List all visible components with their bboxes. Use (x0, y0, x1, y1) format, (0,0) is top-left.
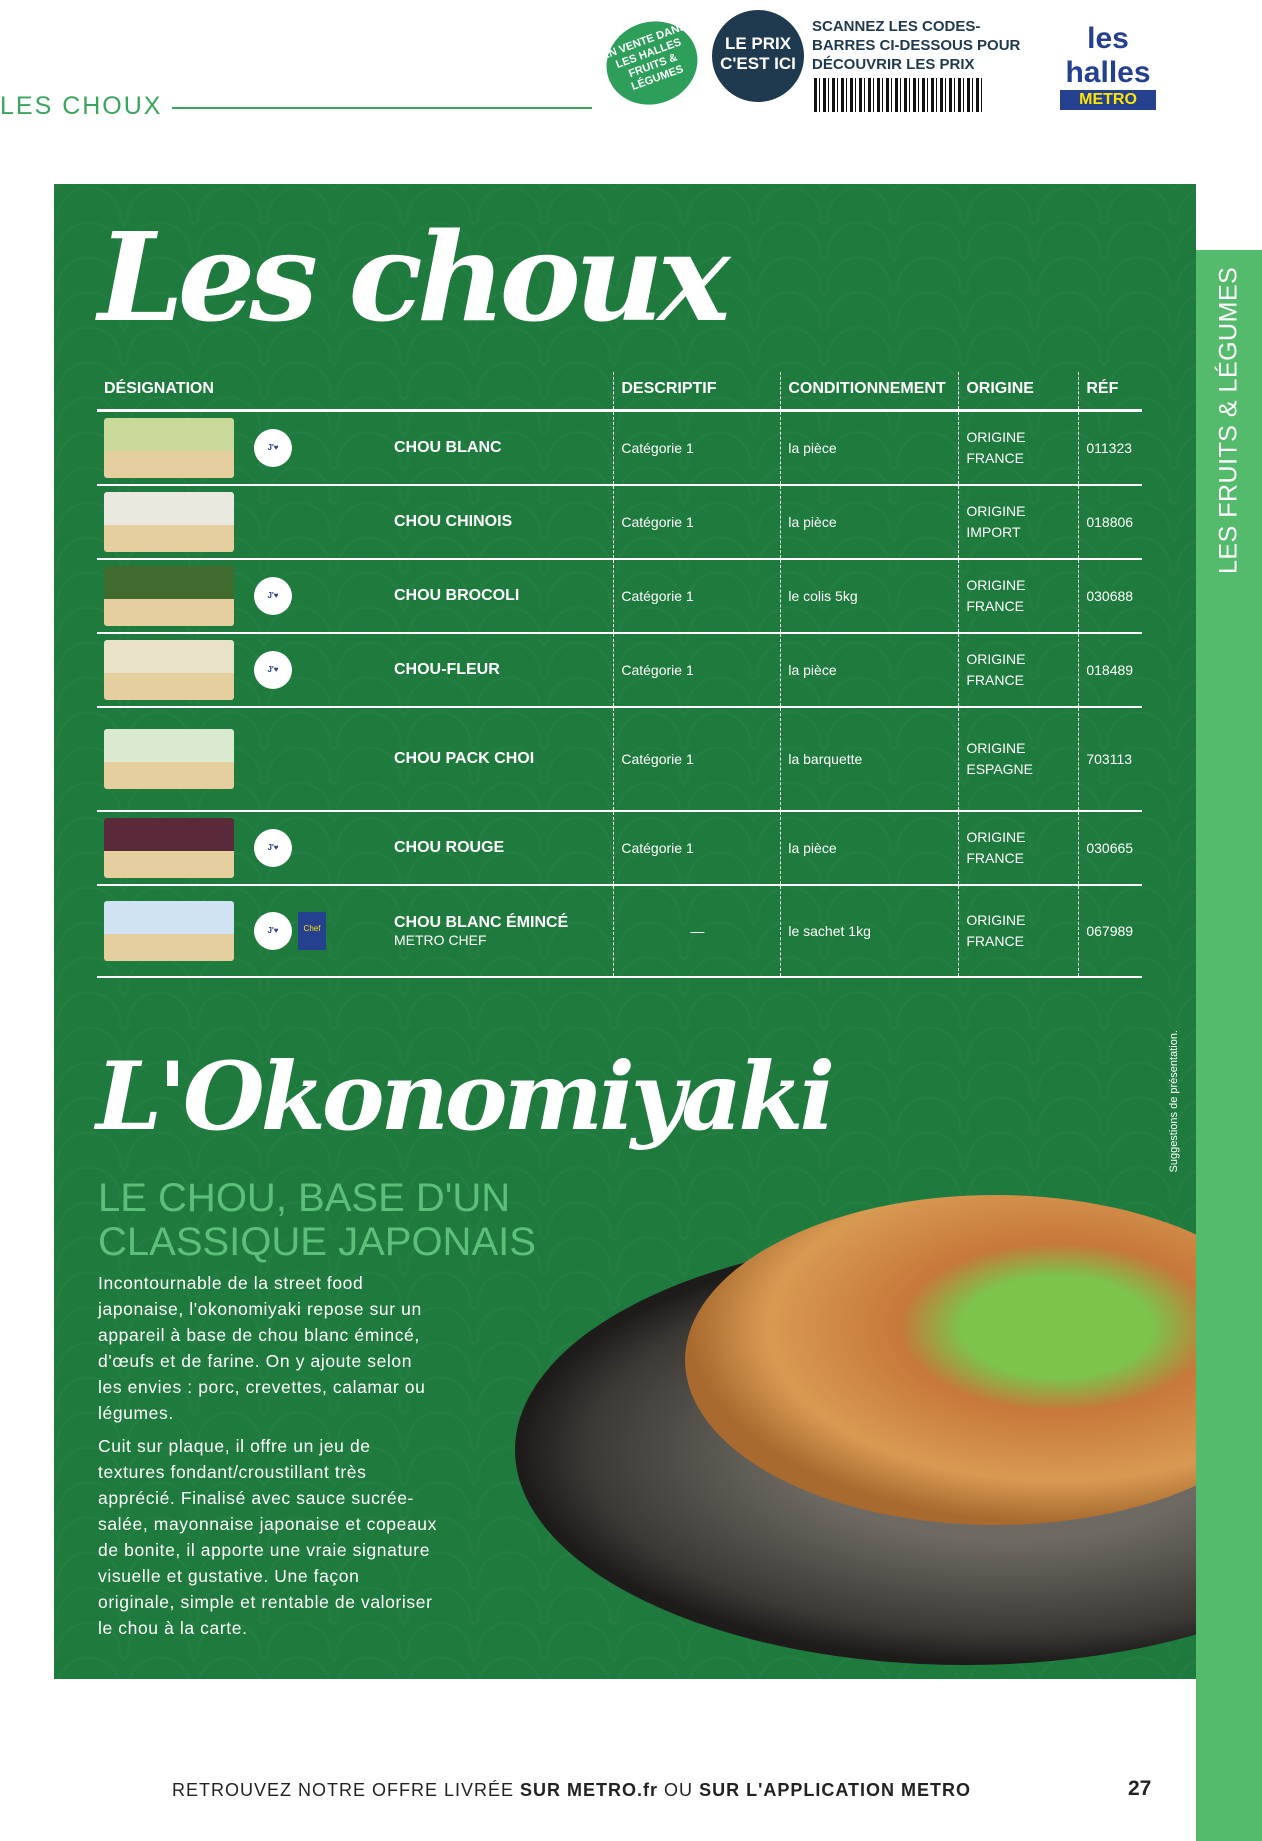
product-origine: ORIGINE FRANCE (959, 559, 1079, 633)
table-row (97, 633, 1142, 707)
product-descriptif: Catégorie 1 (614, 811, 781, 885)
product-name (387, 485, 614, 559)
cuisiner-francais-seal-icon: J'♥ (254, 651, 292, 689)
product-name-text: CHOU-FLEUR (394, 660, 500, 678)
product-conditionnement: la pièce (781, 633, 959, 707)
product-ref: 030665 (1079, 811, 1142, 885)
scan-instructions: SCANNEZ LES CODES-BARRES CI-DESSOUS POUR DÉCOUVRIR LES PRIX (812, 18, 1021, 73)
col-designation: DÉSIGNATION (97, 372, 614, 410)
prix-badge: LE PRIX C'EST ICI (712, 10, 804, 102)
footer-part: OU (658, 1780, 700, 1800)
col-origine: ORIGINE (959, 372, 1079, 410)
product-conditionnement: la pièce (781, 811, 959, 885)
product-image (104, 818, 234, 878)
product-image-cell (97, 485, 387, 559)
product-image (104, 901, 234, 961)
product-origine: ORIGINE IMPORT (959, 485, 1079, 559)
product-image (104, 418, 234, 478)
metro-link[interactable]: SUR METRO.fr (520, 1780, 659, 1800)
product-image-cell (97, 410, 387, 485)
product-image-cell (97, 811, 387, 885)
footer-app: SUR L'APPLICATION METRO (699, 1780, 972, 1800)
table-row (97, 485, 1142, 559)
product-conditionnement: la pièce (781, 410, 959, 485)
product-image-cell (97, 885, 387, 977)
halles-badge: EN VENTE DANS LES HALLES FRUITS & LÉGUMES (595, 9, 709, 118)
product-descriptif: Catégorie 1 (614, 410, 781, 485)
product-origine: ORIGINE FRANCE (959, 811, 1079, 885)
product-descriptif: Catégorie 1 (614, 707, 781, 811)
halles-metro-logo (1060, 10, 1156, 108)
section-title: LES CHOUX (0, 92, 163, 120)
logo-metro: METRO (1060, 90, 1156, 110)
product-name (387, 633, 614, 707)
product-image (104, 640, 234, 700)
product-image (104, 566, 234, 626)
photo-caption: Suggestions de présentation. (1168, 1030, 1180, 1173)
col-ref: RÉF (1079, 372, 1142, 410)
product-name-text: CHOU CHINOIS (394, 512, 513, 530)
cuisiner-francais-seal-icon: J'♥ (254, 829, 292, 867)
recipe-paragraph: Cuit sur plaque, il offre un jeu de textures fondant/croustillant très apprécié. Finalisé avec sauce sucrée-salée, mayonnaise japonaise et copeaux de bonite, il apporte une vraie signature visuelle et gustative. Une façon originale, simple et rentable de valoriser le chou à la carte. (98, 1436, 437, 1638)
product-image-cell (97, 559, 387, 633)
product-image-cell (97, 633, 387, 707)
product-conditionnement: le colis 5kg (781, 559, 959, 633)
barcode-icon (814, 78, 984, 112)
table-row (97, 885, 1142, 977)
product-name (387, 885, 614, 977)
table-row (97, 410, 1142, 485)
recipe-paragraph: Incontournable de la street food japonaise, l'okonomiyaki repose sur un appareil à base de chou blanc émincé, d'œufs et de farine. On y ajoute selon les envies : porc, crevettes, calamar ou légumes. (98, 1273, 426, 1423)
recipe-body (98, 1270, 438, 1648)
footer-text (172, 1780, 971, 1801)
product-name-text: CHOU BROCOLI (394, 586, 520, 604)
product-origine: ORIGINE FRANCE (959, 633, 1079, 707)
recipe-title: L'Okonomiyaki (96, 1042, 832, 1152)
product-conditionnement: la pièce (781, 485, 959, 559)
product-ref: 018489 (1079, 633, 1142, 707)
cuisiner-francais-seal-icon: J'♥ (254, 577, 292, 615)
product-ref: 067989 (1079, 885, 1142, 977)
product-name-text: CHOU ROUGE (394, 838, 505, 856)
product-image-cell (97, 707, 387, 811)
product-image (104, 729, 234, 789)
product-ref: 703113 (1079, 707, 1142, 811)
product-conditionnement: la barquette (781, 707, 959, 811)
col-descriptif: DESCRIPTIF (614, 372, 781, 410)
product-name-text: CHOU BLANC ÉMINCÉ (394, 913, 569, 931)
product-name (387, 811, 614, 885)
product-descriptif: Catégorie 1 (614, 485, 781, 559)
product-origine: ORIGINE FRANCE (959, 885, 1079, 977)
table-row (97, 559, 1142, 633)
product-descriptif: Catégorie 1 (614, 633, 781, 707)
table-row (97, 811, 1142, 885)
product-origine: ORIGINE FRANCE (959, 410, 1079, 485)
product-name-text: CHOU PACK CHOI (394, 749, 535, 767)
metro-chef-logo-icon: Chef (298, 912, 326, 950)
recipe-subtitle: LE CHOU, BASE D'UN CLASSIQUE JAPONAIS (98, 1176, 536, 1264)
section-divider (172, 107, 592, 109)
product-name (387, 559, 614, 633)
product-name (387, 410, 614, 485)
product-descriptif: — (614, 885, 781, 977)
product-ref: 018806 (1079, 485, 1142, 559)
footer-part: RETROUVEZ NOTRE OFFRE LIVRÉE (172, 1780, 521, 1800)
cuisiner-francais-seal-icon: J'♥ (254, 429, 292, 467)
product-origine: ORIGINE ESPAGNE (959, 707, 1079, 811)
products-table (97, 372, 1142, 978)
product-ref: 030688 (1079, 559, 1142, 633)
page-title: Les choux (98, 205, 725, 349)
product-brand: METRO CHEF (394, 931, 487, 948)
side-tab-label: LES FRUITS & LÉGUMES (1214, 266, 1243, 574)
product-descriptif: Catégorie 1 (614, 559, 781, 633)
product-name (387, 707, 614, 811)
table-row (97, 707, 1142, 811)
product-conditionnement: le sachet 1kg (781, 885, 959, 977)
product-ref: 011323 (1079, 410, 1142, 485)
okonomiyaki-photo (515, 1165, 1196, 1665)
col-conditionnement: CONDITIONNEMENT (781, 372, 959, 410)
cuisiner-francais-seal-icon: J'♥ (254, 912, 292, 950)
logo-text: les halles (1065, 22, 1151, 89)
product-image (104, 492, 234, 552)
product-name-text: CHOU BLANC (394, 438, 502, 456)
page-number: 27 (1128, 1777, 1152, 1800)
